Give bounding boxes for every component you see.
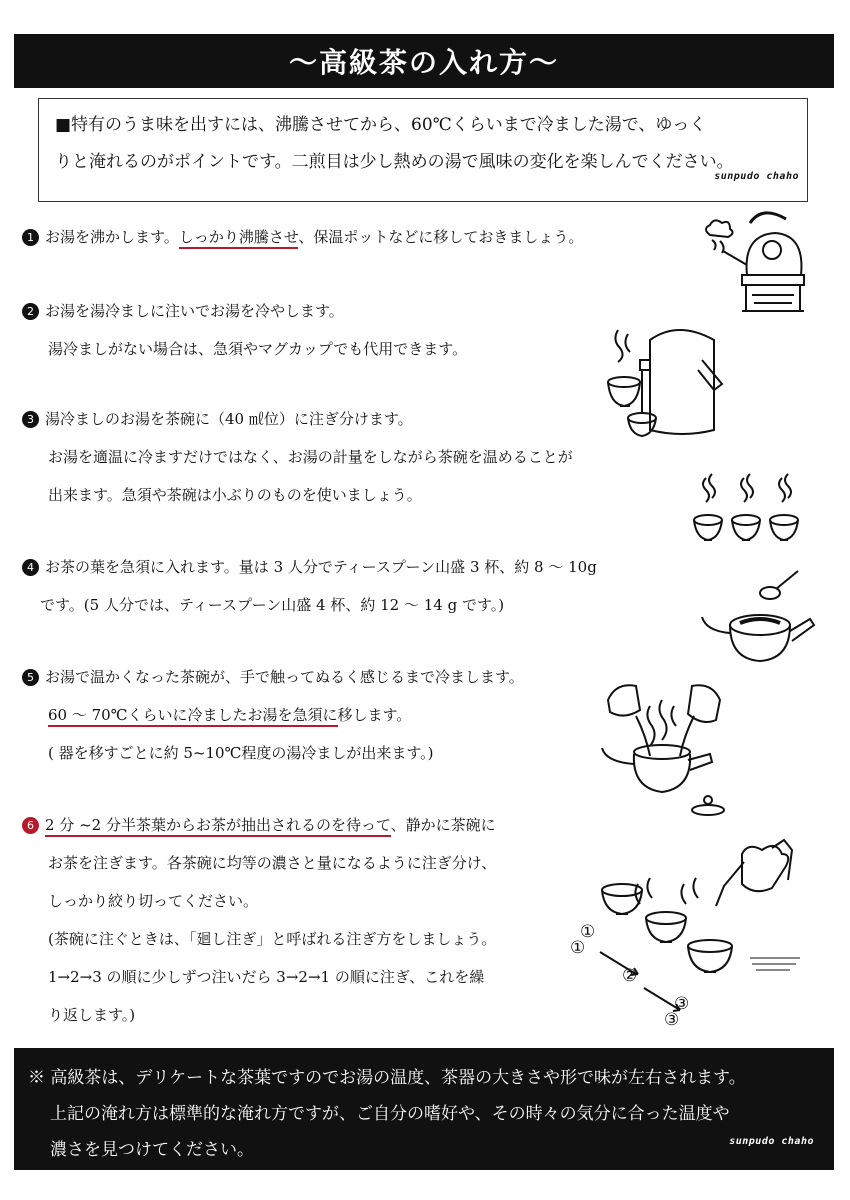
step-6-line-4: (茶碗に注ぐときは、「廻し注ぎ」と呼ばれる注ぎ方をしましょう。: [48, 930, 497, 948]
step-6-line-3: しっかり絞り切ってください。: [48, 892, 259, 910]
pouring-teapot-illustration: [600, 676, 730, 821]
step-4-line-2: です。(5 人分では、ティースプーン山盛 4 杯、約 12 〜 14 g です。): [40, 596, 505, 614]
step-5-line-2-rest: 移します。: [337, 706, 412, 724]
title-text: 〜高級茶の入れ方〜: [288, 46, 559, 79]
step-6-underlined-text: 2 分 ~2 分半茶葉からお茶が抽出されるのを待って: [45, 816, 391, 837]
step-3-number-badge: 3: [22, 411, 39, 428]
step-4-line-1: お茶の葉を急須に入れます。量は 3 人分でティースプーン山盛 3 杯、約 8 〜 10g: [45, 558, 597, 576]
step-1: [22, 218, 583, 256]
step-5-underlined-text: 60 〜 70℃くらいに冷ましたお湯を急須に: [48, 706, 338, 727]
pour-order-label-3b: ③: [664, 1010, 680, 1030]
intro-line-1: ■特有のうま味を出すには、沸騰させてから、60℃くらいまで冷ました湯で、ゆっく: [55, 115, 707, 135]
footer-line-2: 上記の淹れ方は標準的な淹れ方ですが、ご自分の嗜好や、その時々の気分に合った温度や: [50, 1104, 730, 1124]
step-6-line-2: お茶を注ぎます。各茶碗に均等の濃さと量になるように注ぎ分け、: [48, 854, 497, 872]
footer-signature: sunpudo chaho: [729, 1136, 814, 1147]
step-5-line-1: お湯で温かくなった茶碗が、手で触ってぬるく感じるまで冷まします。: [45, 668, 524, 686]
step-5: [22, 658, 524, 772]
intro-box: [38, 98, 808, 202]
footer-line-1: ※ 高級茶は、デリケートな茶葉ですのでお湯の温度、茶器の大きさや形で味が左右されます。: [28, 1068, 746, 1088]
pour-order-label-3a: ③: [674, 994, 690, 1014]
intro-line-2: りと淹れるのがポイントです。二煎目は少し熱めの湯で風味の変化を楽しんでください。: [55, 152, 734, 172]
pour-order-label-2: ②: [622, 966, 638, 986]
step-6-line-6: り返します。): [48, 1006, 136, 1024]
step-6-line-5: 1→2→3 の順に少しずつ注いだら 3→2→1 の順に注ぎ、これを繰: [48, 968, 485, 986]
pour-order-label-1a: ①: [580, 922, 596, 942]
step-5-line-3: ( 器を移すごとに約 5~10℃程度の湯冷ましが出来ます。): [48, 744, 434, 762]
footer-note: [14, 1048, 834, 1170]
step-3: [22, 400, 573, 514]
teapot-spoon-illustration: [700, 565, 820, 670]
step-4-number-badge: 4: [22, 559, 39, 576]
footer-line-3: 濃さを見つけてください。: [50, 1140, 254, 1160]
step-6-line-1-rest: 、静かに茶碗に: [390, 816, 496, 834]
pot-and-cups-illustration: [598, 320, 728, 440]
step-2-line-2: 湯冷ましがない場合は、急須やマグカップでも代用できます。: [48, 340, 468, 358]
page-title: [14, 34, 834, 88]
step-3-line-2: お湯を適温に冷ますだけではなく、お湯の計量をしながら茶碗を温めることが: [48, 448, 573, 466]
step-1-text-b: 、保温ポットなどに移しておきましょう。: [298, 228, 584, 246]
pour-order-label-1b: ①: [570, 938, 586, 958]
step-5-number-badge: 5: [22, 669, 39, 686]
kettle-illustration: [692, 205, 812, 320]
step-4: [22, 548, 597, 624]
step-6: [22, 806, 496, 1034]
intro-signature: sunpudo chaho: [714, 171, 799, 182]
step-3-line-1: 湯冷ましのお湯を茶碗に（40 ㎖位）に注ぎ分けます。: [45, 410, 413, 428]
step-1-text-a: お湯を沸かします。: [45, 228, 179, 246]
step-2-line-1: お湯を湯冷ましに注いでお湯を冷やします。: [45, 302, 344, 320]
step-3-line-3: 出来ます。急須や茶碗は小ぶりのものを使いましょう。: [48, 486, 422, 504]
step-2-number-badge: 2: [22, 303, 39, 320]
step-6-number-badge: 6: [22, 817, 39, 834]
step-1-number-badge: 1: [22, 229, 39, 246]
step-1-underlined-text: しっかり沸騰させ: [179, 228, 299, 249]
step-2: [22, 292, 467, 368]
pouring-order-illustration: [566, 838, 816, 1028]
three-cups-illustration: [688, 470, 808, 550]
